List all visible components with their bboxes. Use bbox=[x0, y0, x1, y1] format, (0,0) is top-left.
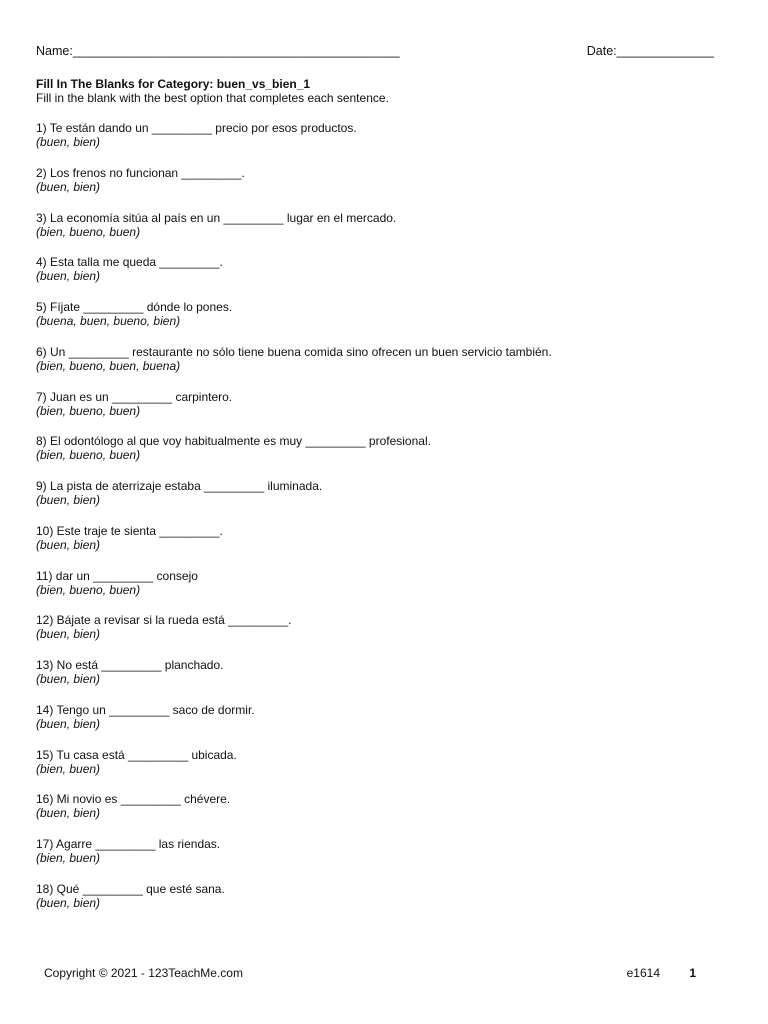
question-text: 17) Agarre _________ las riendas. bbox=[36, 837, 221, 851]
question-options: (bien, buen) bbox=[36, 761, 101, 776]
question-item bbox=[36, 255, 736, 300]
question-text: 11) dar un _________ consejo bbox=[36, 568, 198, 583]
question-item bbox=[36, 166, 736, 211]
name-field: Name:_______________________________________________ bbox=[36, 44, 400, 58]
question-item bbox=[36, 748, 736, 793]
question-text: 15) Tu casa está _________ ubicada. bbox=[36, 747, 237, 762]
question-item bbox=[36, 882, 736, 927]
question-item bbox=[36, 390, 736, 435]
question-text: 8) El odontólogo al que voy habitualmente es muy _________ profesional. bbox=[36, 434, 431, 449]
question-text: 5) Fíjate _________ dónde lo pones. bbox=[36, 300, 233, 314]
document-code: e1614 bbox=[626, 966, 660, 980]
question-options: (buen, bien) bbox=[36, 179, 101, 194]
question-text: 13) No está _________ planchado. bbox=[36, 658, 224, 672]
question-item bbox=[36, 434, 736, 479]
question-text: 4) Esta talla me queda _________. bbox=[36, 255, 223, 270]
question-options: (bien, bueno, buen) bbox=[36, 403, 141, 418]
question-item bbox=[36, 121, 736, 166]
question-options: (bien, bueno, buen, buena) bbox=[36, 358, 181, 373]
question-options: (buen, bien) bbox=[36, 672, 101, 686]
question-options: (buen, bien) bbox=[36, 493, 101, 507]
question-options: (buen, bien) bbox=[36, 895, 101, 910]
worksheet-title: Fill In The Blanks for Category: buen_vs_bien_1 bbox=[36, 77, 311, 91]
title-block bbox=[36, 77, 736, 106]
question-item bbox=[36, 524, 736, 569]
question-options: (bien, bueno, buen) bbox=[36, 224, 141, 239]
question-options: (buena, buen, bueno, bien) bbox=[36, 314, 181, 328]
question-options: (bien, buen) bbox=[36, 851, 101, 865]
question-item bbox=[36, 613, 736, 658]
question-options: (buen, bien) bbox=[36, 627, 101, 642]
question-text: 12) Bájate a revisar si la rueda está _________. bbox=[36, 613, 292, 628]
question-item bbox=[36, 837, 736, 882]
question-text: 10) Este traje te sienta _________. bbox=[36, 523, 223, 538]
question-text: 2) Los frenos no funcionan _________. bbox=[36, 165, 245, 180]
question-list bbox=[36, 121, 736, 927]
footer bbox=[44, 966, 696, 982]
question-item bbox=[36, 569, 736, 614]
question-options: (buen, bien) bbox=[36, 537, 101, 552]
question-options: (bien, bueno, buen) bbox=[36, 582, 141, 597]
copyright: Copyright © 2021 - 123TeachMe.com bbox=[44, 966, 243, 980]
question-options: (buen, bien) bbox=[36, 716, 101, 731]
question-text: 3) La economía sitúa al país en un _________ lugar en el mercado. bbox=[36, 210, 397, 225]
question-item bbox=[36, 703, 736, 748]
question-item bbox=[36, 658, 736, 703]
page-number: 1 bbox=[689, 966, 696, 980]
question-options: (buen, bien) bbox=[36, 269, 101, 284]
question-item bbox=[36, 300, 736, 345]
question-text: 18) Qué _________ que esté sana. bbox=[36, 881, 225, 896]
question-text: 7) Juan es un _________ carpintero. bbox=[36, 389, 233, 404]
date-field: Date:______________ bbox=[586, 44, 714, 58]
question-text: 9) La pista de aterrizaje estaba _________ iluminada. bbox=[36, 479, 323, 493]
question-text: 16) Mi novio es _________ chévere. bbox=[36, 792, 231, 807]
question-options: (buen, bien) bbox=[36, 135, 101, 149]
question-item bbox=[36, 211, 736, 256]
question-text: 14) Tengo un _________ saco de dormir. bbox=[36, 702, 255, 717]
question-item bbox=[36, 792, 736, 837]
question-options: (buen, bien) bbox=[36, 806, 101, 821]
question-options: (bien, bueno, buen) bbox=[36, 448, 141, 463]
question-text: 6) Un _________ restaurante no sólo tiene buena comida sino ofrecen un buen servicio también. bbox=[36, 344, 552, 359]
instructions: Fill in the blank with the best option that completes each sentence. bbox=[36, 91, 389, 105]
question-text: 1) Te están dando un _________ precio por esos productos. bbox=[36, 121, 357, 135]
question-item bbox=[36, 479, 736, 524]
header bbox=[36, 44, 714, 60]
question-item bbox=[36, 345, 736, 390]
